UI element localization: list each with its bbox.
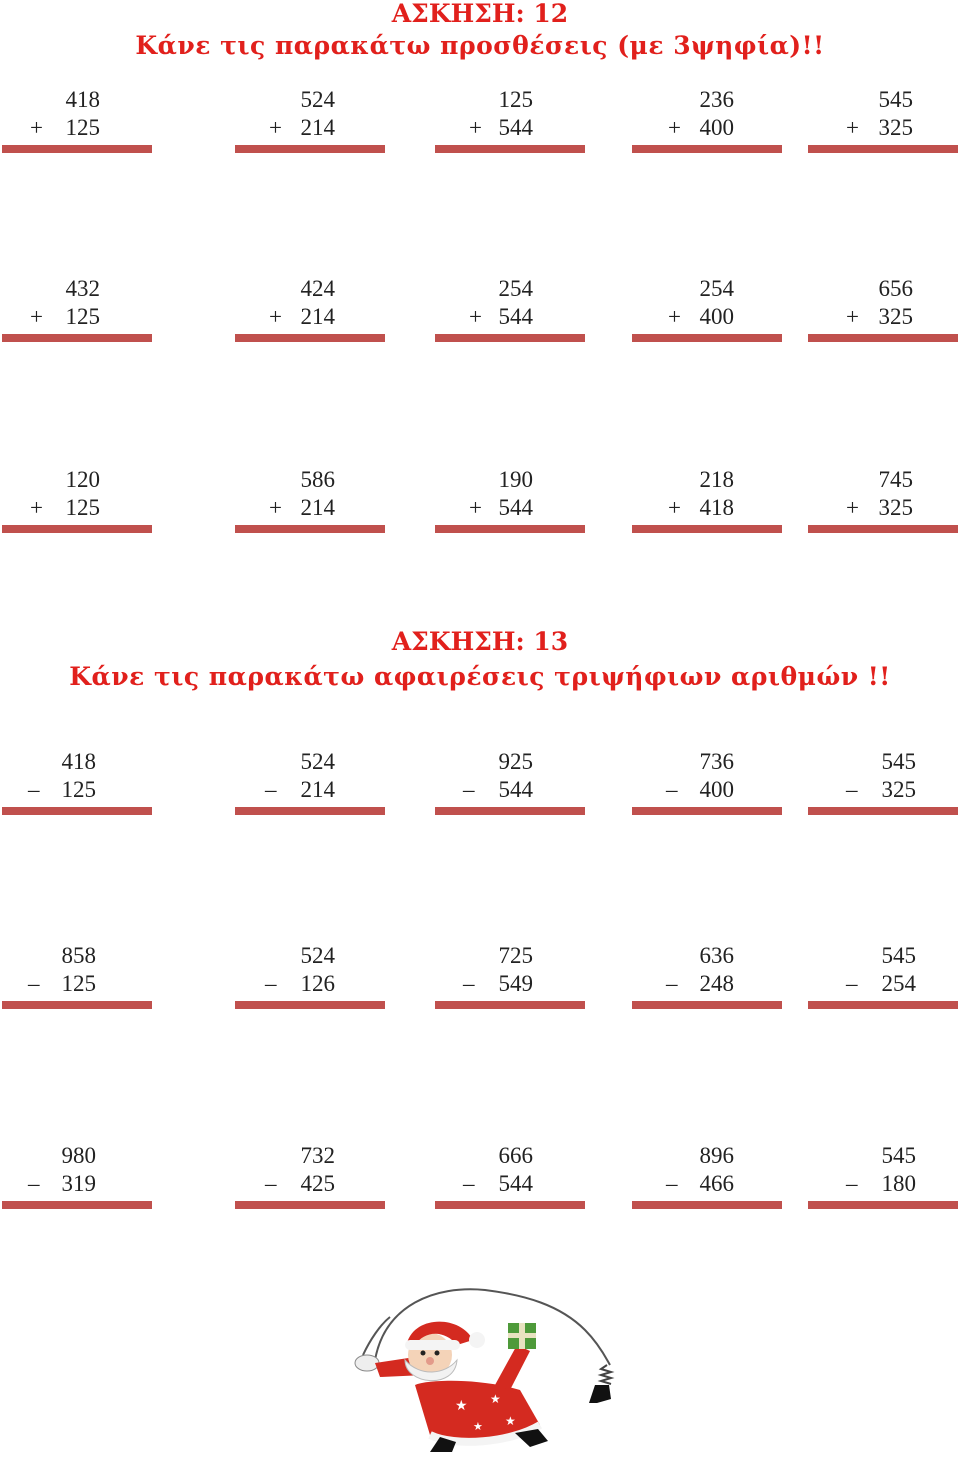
operator-sign: + bbox=[668, 304, 681, 329]
operator-sign: – bbox=[265, 1171, 279, 1196]
second-operand: 544 bbox=[498, 115, 533, 140]
operator-sign: – bbox=[846, 1171, 860, 1196]
exercise12-problem bbox=[435, 275, 585, 347]
minuend: 424 bbox=[300, 276, 335, 301]
operator-sign: + bbox=[846, 304, 859, 329]
second-operand: 325 bbox=[881, 777, 916, 802]
second-operand: 180 bbox=[881, 1171, 916, 1196]
minuend: 725 bbox=[498, 943, 533, 968]
second-operand: 125 bbox=[65, 304, 100, 329]
answer-line bbox=[632, 1201, 782, 1209]
minuend: 254 bbox=[699, 276, 734, 301]
minuend: 190 bbox=[498, 467, 533, 492]
second-operand: 400 bbox=[699, 304, 734, 329]
second-operand: 214 bbox=[300, 304, 335, 329]
minuend: 745 bbox=[878, 467, 913, 492]
answer-line bbox=[435, 807, 585, 815]
minuend: 586 bbox=[300, 467, 335, 492]
operator-sign: – bbox=[265, 971, 279, 996]
second-operand: 325 bbox=[878, 115, 913, 140]
answer-line bbox=[235, 145, 385, 153]
exercise13-problem bbox=[235, 748, 385, 820]
minuend: 858 bbox=[61, 943, 96, 968]
operator-sign: – bbox=[463, 777, 477, 802]
exercise12-problem bbox=[235, 275, 385, 347]
answer-line bbox=[808, 1001, 958, 1009]
minuend: 666 bbox=[498, 1143, 533, 1168]
svg-text:★: ★ bbox=[505, 1414, 516, 1428]
exercise13-problem bbox=[435, 748, 585, 820]
operator-sign: + bbox=[269, 304, 282, 329]
operator-sign: + bbox=[30, 495, 43, 520]
second-operand: 214 bbox=[300, 495, 335, 520]
operator-sign: – bbox=[265, 777, 279, 802]
exercise12-problem bbox=[435, 466, 585, 538]
operator-sign: + bbox=[846, 495, 859, 520]
minuend: 236 bbox=[699, 87, 734, 112]
minuend: 656 bbox=[878, 276, 913, 301]
exercise12-problem bbox=[632, 86, 782, 158]
answer-line bbox=[235, 525, 385, 533]
answer-line bbox=[2, 334, 152, 342]
answer-line bbox=[435, 1201, 585, 1209]
answer-line bbox=[808, 525, 958, 533]
exercise13-problem bbox=[435, 1142, 585, 1214]
operator-sign: – bbox=[846, 971, 860, 996]
exercise13-problem bbox=[632, 748, 782, 820]
operator-sign: – bbox=[463, 1171, 477, 1196]
exercise13-problem bbox=[808, 748, 958, 820]
exercise13-problem bbox=[632, 942, 782, 1014]
exercise13-heading: ΑΣΚΗΣΗ: 13 bbox=[391, 627, 569, 656]
second-operand: 325 bbox=[878, 304, 913, 329]
exercise12-problem bbox=[2, 466, 152, 538]
exercise13-problem bbox=[2, 942, 152, 1014]
answer-line bbox=[632, 1001, 782, 1009]
answer-line bbox=[632, 145, 782, 153]
second-operand: 248 bbox=[699, 971, 734, 996]
minuend: 125 bbox=[498, 87, 533, 112]
minuend: 980 bbox=[61, 1143, 96, 1168]
exercise12-problem bbox=[2, 86, 152, 158]
exercise13-problem bbox=[435, 942, 585, 1014]
exercise13-problem bbox=[808, 1142, 958, 1214]
second-operand: 125 bbox=[65, 115, 100, 140]
svg-text:★: ★ bbox=[473, 1420, 483, 1433]
answer-line bbox=[235, 1201, 385, 1209]
answer-line bbox=[435, 334, 585, 342]
operator-sign: + bbox=[30, 115, 43, 140]
minuend: 732 bbox=[300, 1143, 335, 1168]
exercise12-problem bbox=[632, 275, 782, 347]
second-operand: 466 bbox=[699, 1171, 734, 1196]
second-operand: 544 bbox=[498, 777, 533, 802]
operator-sign: – bbox=[666, 777, 680, 802]
minuend: 545 bbox=[878, 87, 913, 112]
minuend: 524 bbox=[300, 943, 335, 968]
answer-line bbox=[808, 807, 958, 815]
second-operand: 544 bbox=[498, 304, 533, 329]
exercise12-instruction: Κάνε τις παρακάτω προσθέσεις (με 3ψηφία)!! bbox=[135, 31, 825, 60]
minuend: 432 bbox=[65, 276, 100, 301]
minuend: 418 bbox=[65, 87, 100, 112]
operator-sign: – bbox=[846, 777, 860, 802]
answer-line bbox=[2, 1001, 152, 1009]
operator-sign: – bbox=[28, 777, 42, 802]
minuend: 524 bbox=[300, 87, 335, 112]
answer-line bbox=[435, 145, 585, 153]
second-operand: 125 bbox=[65, 495, 100, 520]
exercise12-problem bbox=[235, 466, 385, 538]
answer-line bbox=[2, 525, 152, 533]
minuend: 896 bbox=[699, 1143, 734, 1168]
exercise12-problem bbox=[808, 86, 958, 158]
svg-text:★: ★ bbox=[490, 1392, 501, 1406]
answer-line bbox=[2, 145, 152, 153]
minuend: 120 bbox=[65, 467, 100, 492]
second-operand: 214 bbox=[300, 777, 335, 802]
answer-line bbox=[808, 145, 958, 153]
second-operand: 544 bbox=[498, 495, 533, 520]
minuend: 524 bbox=[300, 749, 335, 774]
minuend: 254 bbox=[498, 276, 533, 301]
second-operand: 418 bbox=[699, 495, 734, 520]
minuend: 545 bbox=[881, 943, 916, 968]
second-operand: 425 bbox=[300, 1171, 335, 1196]
second-operand: 214 bbox=[300, 115, 335, 140]
exercise12-problem bbox=[235, 86, 385, 158]
operator-sign: + bbox=[30, 304, 43, 329]
second-operand: 125 bbox=[61, 971, 96, 996]
minuend: 925 bbox=[498, 749, 533, 774]
operator-sign: + bbox=[469, 304, 482, 329]
exercise12-problem bbox=[435, 86, 585, 158]
santa-ornament-icon bbox=[345, 1285, 615, 1455]
second-operand: 254 bbox=[881, 971, 916, 996]
operator-sign: – bbox=[28, 1171, 42, 1196]
exercise12-problem bbox=[632, 466, 782, 538]
exercise13-problem bbox=[808, 942, 958, 1014]
svg-text:★: ★ bbox=[455, 1398, 468, 1414]
second-operand: 325 bbox=[878, 495, 913, 520]
answer-line bbox=[435, 1001, 585, 1009]
exercise13-problem bbox=[2, 748, 152, 820]
second-operand: 400 bbox=[699, 777, 734, 802]
exercise12-problem bbox=[808, 466, 958, 538]
second-operand: 126 bbox=[300, 971, 335, 996]
answer-line bbox=[435, 525, 585, 533]
operator-sign: + bbox=[469, 495, 482, 520]
second-operand: 125 bbox=[61, 777, 96, 802]
operator-sign: + bbox=[469, 115, 482, 140]
operator-sign: + bbox=[846, 115, 859, 140]
answer-line bbox=[235, 334, 385, 342]
operator-sign: + bbox=[668, 495, 681, 520]
minuend: 418 bbox=[61, 749, 96, 774]
operator-sign: – bbox=[463, 971, 477, 996]
minuend: 636 bbox=[699, 943, 734, 968]
answer-line bbox=[2, 1201, 152, 1209]
minuend: 545 bbox=[881, 749, 916, 774]
answer-line bbox=[632, 334, 782, 342]
exercise12-heading: ΑΣΚΗΣΗ: 12 bbox=[391, 0, 569, 28]
answer-line bbox=[808, 1201, 958, 1209]
exercise12-problem bbox=[2, 275, 152, 347]
minuend: 218 bbox=[699, 467, 734, 492]
answer-line bbox=[2, 807, 152, 815]
second-operand: 400 bbox=[699, 115, 734, 140]
operator-sign: – bbox=[666, 971, 680, 996]
second-operand: 319 bbox=[61, 1171, 96, 1196]
exercise13-problem bbox=[632, 1142, 782, 1214]
second-operand: 544 bbox=[498, 1171, 533, 1196]
answer-line bbox=[632, 807, 782, 815]
minuend: 736 bbox=[699, 749, 734, 774]
operator-sign: + bbox=[668, 115, 681, 140]
exercise12-problem bbox=[808, 275, 958, 347]
minuend: 545 bbox=[881, 1143, 916, 1168]
operator-sign: + bbox=[269, 495, 282, 520]
operator-sign: + bbox=[269, 115, 282, 140]
operator-sign: – bbox=[28, 971, 42, 996]
answer-line bbox=[632, 525, 782, 533]
exercise13-problem bbox=[235, 1142, 385, 1214]
answer-line bbox=[235, 807, 385, 815]
operator-sign: – bbox=[666, 1171, 680, 1196]
second-operand: 549 bbox=[498, 971, 533, 996]
answer-line bbox=[235, 1001, 385, 1009]
exercise13-problem bbox=[235, 942, 385, 1014]
exercise13-instruction: Κάνε τις παρακάτω αφαιρέσεις τριψήφιων αριθμών !! bbox=[69, 662, 891, 691]
answer-line bbox=[808, 334, 958, 342]
exercise13-problem bbox=[2, 1142, 152, 1214]
